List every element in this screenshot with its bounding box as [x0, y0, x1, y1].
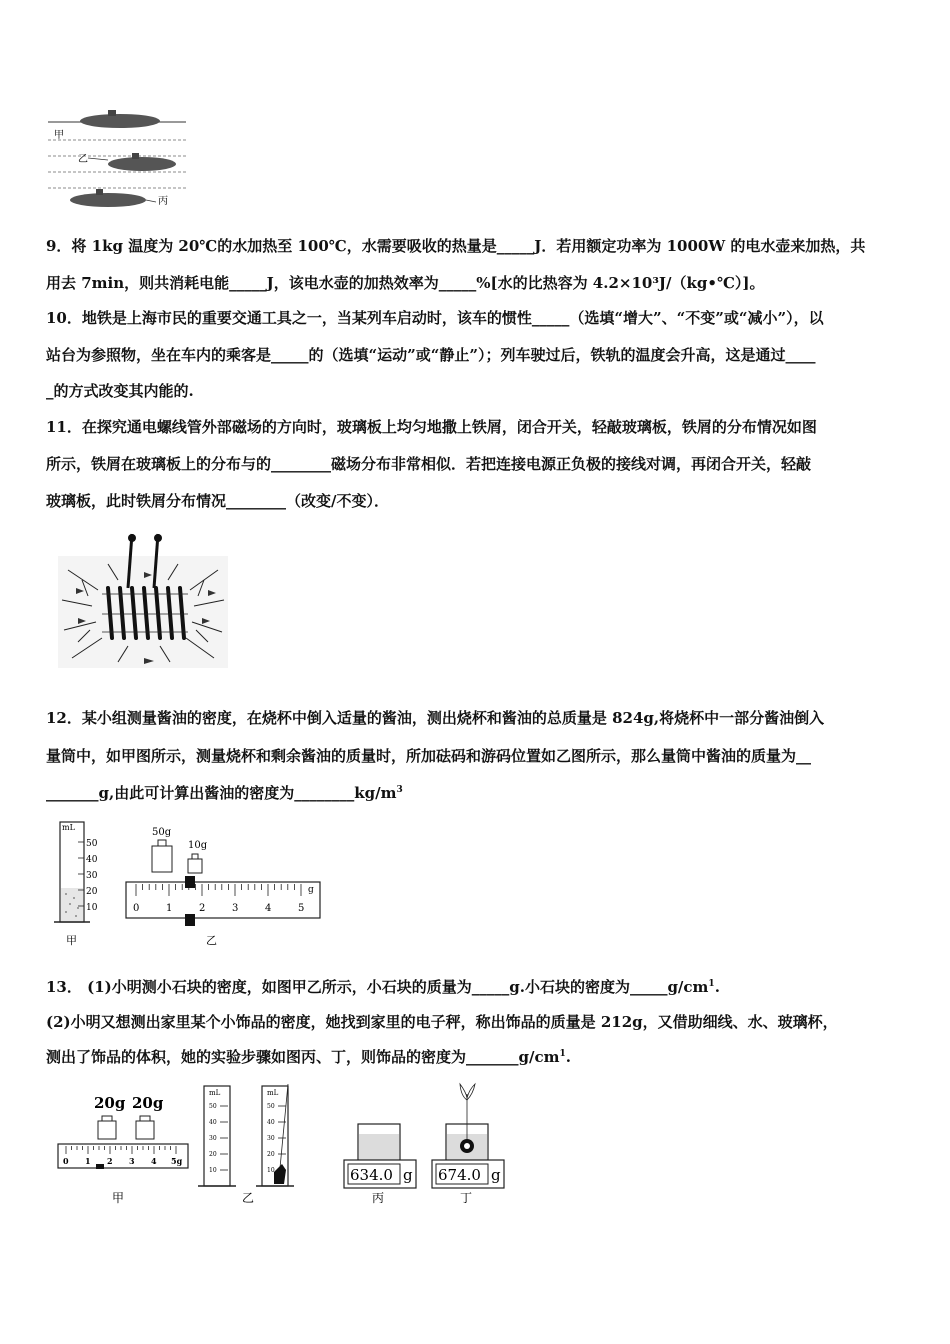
svg-text:20: 20: [209, 1151, 217, 1158]
svg-text:30: 30: [209, 1135, 217, 1142]
q13-line3-tail: .: [565, 1048, 571, 1066]
q13-scale-bing: [344, 1124, 416, 1188]
svg-text:40: 40: [209, 1119, 217, 1126]
svg-text:1: 1: [166, 903, 173, 914]
svg-text:4: 4: [151, 1156, 157, 1166]
q10-line1: 10．地铁是上海市民的重要交通工具之一，当某列车启动时，该车的惯性_____（选填“增大”、“不变”或“减小”），以: [46, 309, 824, 327]
q12-label-jia: 甲: [66, 934, 77, 947]
q13-line3: [46, 1046, 906, 1068]
q13-rider: [96, 1164, 104, 1169]
q10-line2: 站台为参照物，坐在车内的乘客是_____的（选填“运动”或“静止”）；列车驶过后，铁轨的温度会升高，这是通过____: [46, 346, 816, 364]
svg-text:4: 4: [265, 903, 272, 914]
svg-text:g: g: [403, 1166, 413, 1184]
svg-text:40: 40: [86, 855, 98, 865]
q12-line3-text: _______g,由此可计算出酱油的密度为________kg/m: [46, 784, 397, 802]
q13-cylinder-1: [198, 1086, 236, 1186]
q13-figure: [52, 1080, 522, 1210]
q12-line3: [46, 782, 906, 804]
svg-text:0: 0: [63, 1156, 69, 1166]
svg-text:40: 40: [267, 1119, 275, 1126]
q12-label-yi: 乙: [206, 934, 217, 947]
svg-text:10: 10: [209, 1167, 217, 1174]
q12-measuring-cylinder: [54, 822, 98, 922]
svg-text:10g: 10g: [188, 840, 208, 851]
svg-text:50: 50: [209, 1103, 217, 1110]
q12-line2: 量筒中，如甲图所示，测量烧杯和剩余酱油的质量时，所加砝码和游码位置如乙图所示，那么量筒中酱油的质量为__: [46, 747, 812, 765]
q13-label-ding: 丁: [460, 1191, 473, 1205]
q13-line3-text: 测出了饰品的体积，她的实验步骤如图丙、丁，则饰品的密度为_______g/cm: [46, 1048, 560, 1066]
q11-line1: 11．在探究通电螺线管外部磁场的方向时，玻璃板上均匀地撒上铁屑，闭合开关，轻敲玻璃板，铁屑的分布情况如图: [46, 418, 817, 436]
q13-label-jia: 甲: [112, 1191, 125, 1205]
svg-text:2: 2: [107, 1156, 113, 1166]
q13-scale-ding: [432, 1084, 504, 1188]
svg-text:mL: mL: [209, 1089, 221, 1097]
svg-text:30: 30: [86, 871, 98, 881]
label-yi: 乙: [78, 154, 88, 165]
svg-text:10: 10: [86, 903, 98, 913]
q11-line3: 玻璃板，此时铁屑分布情况________（改变/不变）．: [46, 492, 389, 510]
label-bing: 丙: [158, 196, 168, 207]
svg-text:0: 0: [133, 903, 140, 914]
q9-line1: 9．将 1kg 温度为 20℃的水加热至 100℃，水需要吸收的热量是_____J．若用额定功率为 1000W 的电水壶来加热，共: [46, 237, 866, 255]
svg-text:20: 20: [267, 1151, 275, 1158]
q13-label-bing: 丙: [372, 1191, 385, 1205]
q13-cylinder-2: [256, 1084, 294, 1186]
q12-weights: [152, 827, 208, 873]
svg-text:20: 20: [86, 887, 98, 897]
svg-text:50: 50: [267, 1103, 275, 1110]
svg-text:mL: mL: [267, 1089, 279, 1097]
q12-balance-beam: [126, 876, 320, 926]
q9-line2: 用去 7min，则共消耗电能_____J，该电水壶的加热效率为_____%[水的比热容为 4.2×10³J/（kg•℃）]。: [46, 274, 765, 292]
q12-unit-superscript: 3: [396, 785, 403, 795]
svg-text:50g: 50g: [152, 827, 172, 838]
q10-line3: _的方式改变其内能的.: [46, 382, 194, 400]
q11-line2: 所示，铁屑在玻璃板上的分布与的________磁场分布非常相似．若把连接电源正负极的接线对调，再闭合开关，轻敲: [46, 455, 812, 473]
svg-text:2: 2: [199, 903, 206, 914]
svg-text:10: 10: [267, 1167, 275, 1174]
q13-line1-text: 13． (1)小明测小石块的密度，如图甲乙所示，小石块的质量为_____g.小石块的密度为_____g/cm: [46, 978, 709, 996]
q8-figure: [46, 100, 188, 216]
q13-line2: (2)小明又想测出家里某个小饰品的密度，她找到家里的电子秤，称出饰品的质量是 212g，又借助细线、水、玻璃杯，: [46, 1013, 838, 1031]
svg-text:5: 5: [298, 903, 305, 914]
svg-text:3: 3: [129, 1156, 135, 1166]
svg-text:g: g: [491, 1166, 501, 1184]
svg-text:20g: 20g: [132, 1094, 164, 1112]
q13-label-yi: 乙: [242, 1191, 255, 1205]
submarine-bing: [70, 193, 146, 207]
svg-text:1: 1: [85, 1156, 91, 1166]
solenoid-filings-figure: [58, 530, 228, 668]
q13-line1-superscript: 1: [708, 979, 715, 989]
svg-text:mL: mL: [62, 823, 75, 832]
q13-line1: [46, 976, 906, 998]
reading-ding: 674.0: [438, 1166, 481, 1184]
q12-figure: [46, 818, 326, 950]
svg-text:30: 30: [267, 1135, 275, 1142]
svg-text:20g: 20g: [94, 1094, 126, 1112]
svg-text:3: 3: [232, 903, 239, 914]
q13-line1-tail: .: [714, 978, 720, 996]
q13-balance-beam: [58, 1144, 188, 1169]
svg-text:5g: 5g: [171, 1156, 183, 1166]
submarine-yi: [108, 157, 176, 171]
q13-weights: [94, 1094, 164, 1139]
q12-rider: [185, 876, 195, 888]
submarine-jia: [80, 114, 160, 128]
svg-text:g: g: [308, 885, 314, 895]
q12-line1: 12．某小组测量酱油的密度，在烧杯中倒入适量的酱油，测出烧杯和酱油的总质量是 824g,将烧杯中一部分酱油倒入: [46, 709, 825, 727]
reading-bing: 634.0: [350, 1166, 393, 1184]
svg-text:50: 50: [86, 839, 98, 849]
label-jia: 甲: [54, 130, 64, 141]
q13-line3-superscript: 1: [559, 1049, 566, 1059]
